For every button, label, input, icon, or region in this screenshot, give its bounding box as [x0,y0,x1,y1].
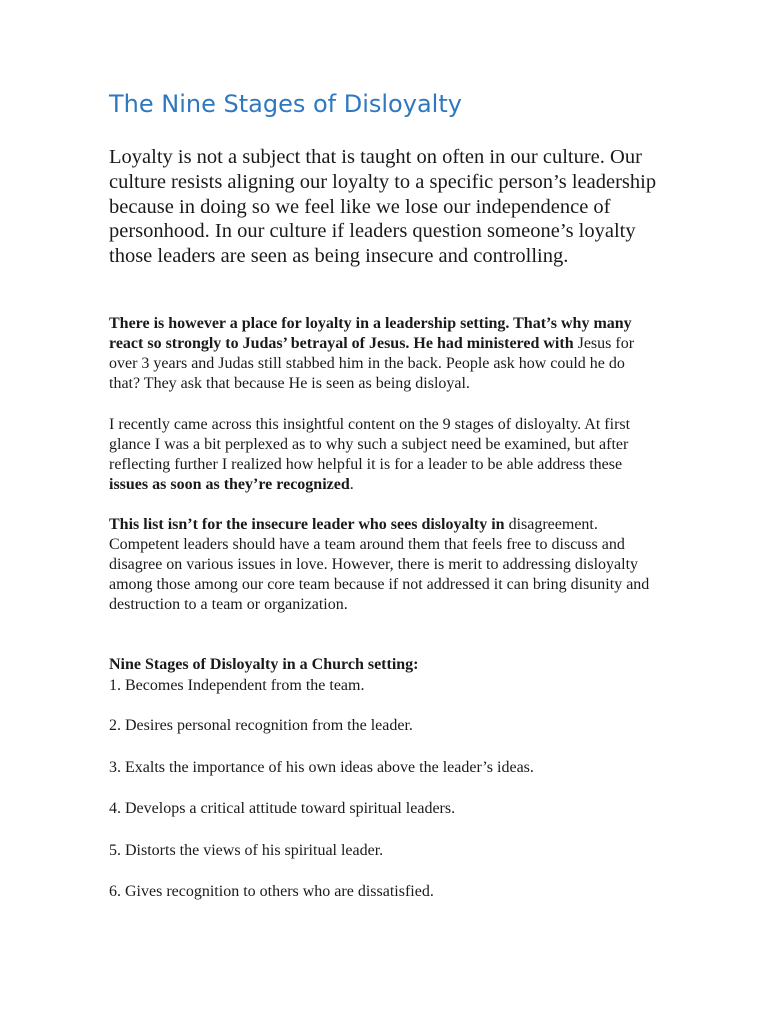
paragraph-text: I recently came across this insightful content on the 9 stages of disloyalty. At first glance I was a bit perplexed as to why such a subject need be examined, but after reflecting further I realized how helpful it is for a leader to be able address these [109,416,631,473]
document-title: The Nine Stages of Disloyalty [109,90,462,118]
paragraph-bold-text: issues as soon as they’re recognized [109,476,350,493]
paragraph-bold-text: There is however a place for loyalty in a leadership setting. That’s why many react so strongly to Judas’ betrayal of Jesus. He had ministered with [109,315,632,352]
loyalty-leadership-paragraph [109,314,654,394]
stage-item-6: 6. Gives recognition to others who are dissatisfied. [109,883,434,900]
insightful-content-paragraph [109,415,654,495]
paragraph-text: Jesus for over 3 years and Judas still stabbed him in the back. People ask how could he do that? They ask that because He is seen as being disloyal. [109,335,635,392]
stage-item-5: 5. Distorts the views of his spiritual leader. [109,842,384,859]
stage-item-3: 3. Exalts the importance of his own ideas above the leader’s ideas. [109,759,534,776]
paragraph-bold-text: This list isn’t for the insecure leader who sees disloyalty in [109,516,505,533]
stage-item-2: 2. Desires personal recognition from the leader. [109,717,413,734]
intro-paragraph: Loyalty is not a subject that is taught on often in our culture. Our culture resists aligning our loyalty to a specific person’s leadership because in doing so we feel like we lose our independence of personhood. In our culture if leaders question someone’s loyalty those leaders are seen as being insecure and controlling. [109,146,657,268]
insecure-leader-paragraph [109,515,654,615]
paragraph-text: disagreement. Competent leaders should have a team around them that feels free to discuss and disagree on various issues in love. However, there is merit to addressing disloyalty among those among our core team because if not addressed it can bring disunity and destruction to a team or organization. [109,516,650,613]
stage-item-4: 4. Develops a critical attitude toward spiritual leaders. [109,800,456,817]
stage-item-1: 1. Becomes Independent from the team. [109,677,365,694]
stages-list-heading: Nine Stages of Disloyalty in a Church setting: [109,656,419,673]
paragraph-end: . [349,476,354,493]
